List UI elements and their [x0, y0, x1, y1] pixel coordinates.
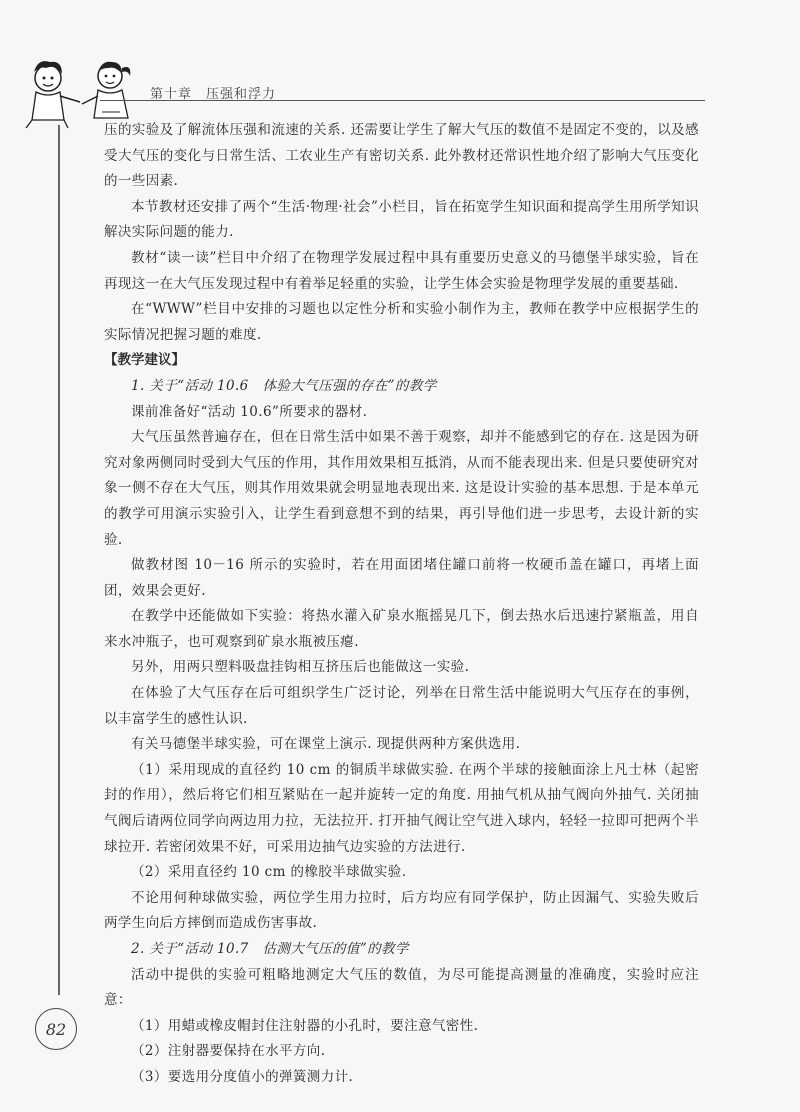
paragraph: （2）采用直径约 10 cm 的橡胶半球做实验.	[131, 864, 407, 881]
chapter-title: 第十章 压强和浮力	[150, 87, 277, 102]
paragraph: （2）注射器要保持在水平方向.	[131, 1043, 326, 1060]
paragraph: 压的实验及了解流体压强和流速的关系. 还需要让学生了解大气压的数值不是固定不变的，以及感受大气压的变化与日常生活、工农业生产有密切关系. 此外教材还常识性地介绍了影响大气压变化的一些因素.	[104, 122, 699, 190]
subsection-heading: 1. 关于“活动 10.6 体验大气压强的存在”的教学	[131, 377, 437, 394]
paragraph: （1）用蜡或橡皮帽封住注射器的小孔时，要注意气密性.	[131, 1017, 479, 1034]
paragraph: 做教材图 10－16 所示的实验时，若在用面团堵住罐口前将一枚硬币盖在罐口，再堵上面团，效果会更好.	[104, 557, 699, 599]
subsection-heading: 2. 关于“活动 10.7 估测大气压的值”的教学	[131, 941, 409, 957]
paragraph: 本节教材还安排了两个“生活·物理·社会”小栏目，旨在拓宽学生知识面和提高学生用所学知识解决实际问题的能力.	[104, 198, 699, 241]
paragraph: 活动中提供的实验可粗略地测定大气压的数值，为尽可能提高测量的准确度，实验时应注意：	[104, 966, 699, 1009]
paragraph: （3）要选用分度值小的弹簧测力计.	[131, 1068, 354, 1085]
page-number: 82	[35, 1008, 77, 1050]
paragraph: 不论用何种球做实验，两位学生用力拉时，后方均应有同学保护，防止因漏气、实验失败后两学生向后方摔倒而造成伤害事故.	[104, 889, 699, 932]
paragraph: 在体验了大气压存在后可组织学生广泛讨论，列举在日常生活中能说明大气压存在的事例，以丰富学生的感性认识.	[104, 685, 699, 727]
main-text	[104, 118, 699, 1091]
paragraph: 另外，用两只塑料吸盘挂钩相互挤压后也能做这一实验.	[131, 659, 470, 676]
paragraph: 课前准备好“活动 10.6”所要求的器材.	[131, 403, 368, 420]
paragraph: 在教学中还能做如下实验：将热水灌入矿泉水瓶摇晃几下，倒去热水后迅速拧紧瓶盖，用自来水冲瓶子，也可观察到矿泉水瓶被压瘪.	[104, 608, 699, 650]
paragraph: 在“WWW”栏目中安排的习题也以定性分析和实验小制作为主，教师在教学中应根据学生的实际情况把握习题的难度.	[104, 301, 699, 343]
paragraph: （1）采用现成的直径约 10 cm 的铜质半球做实验. 在两个半球的接触面涂上凡士林（起密封的作用），然后将它们相互紧贴在一起并旋转一定的角度. 用抽气机从抽气阀向外抽气. 关闭抽气阀后请两位同学向两边用力拉，无法拉开. 打开抽气阀让空气进入球内，轻轻一拉即可把两个半球拉开. 若密闭效果不好，可采用边抽气边实验的方法进行.	[104, 761, 699, 855]
paragraph: 大气压虽然普遍存在，但在日常生活中如果不善于观察，却并不能感到它的存在. 这是因为研究对象两侧同时受到大气压的作用，其作用效果相互抵消，从而不能表现出来. 但是只要使研究对象一侧不存在大气压，则其作用效果就会明显地表现出来. 这是设计实验的基本思想. 于是本单元的教学可用演示实验引入，让学生看到意想不到的结果，再引导他们进一步思考，去设计新的实验.	[104, 429, 699, 548]
header-rule	[100, 100, 705, 101]
section-heading: 【教学建议】	[104, 352, 185, 369]
paragraph: 教材“读一读”栏目中介绍了在物理学发展过程中具有重要历史意义的马德堡半球实验，旨在再现这一在大气压发现过程中有着举足轻重的实验，让学生体会实验是物理学发展的重要基础.	[104, 249, 699, 292]
paragraph: 有关马德堡半球实验，可在课堂上演示. 现提供两种方案供选用.	[131, 736, 521, 753]
margin-line	[58, 125, 60, 995]
